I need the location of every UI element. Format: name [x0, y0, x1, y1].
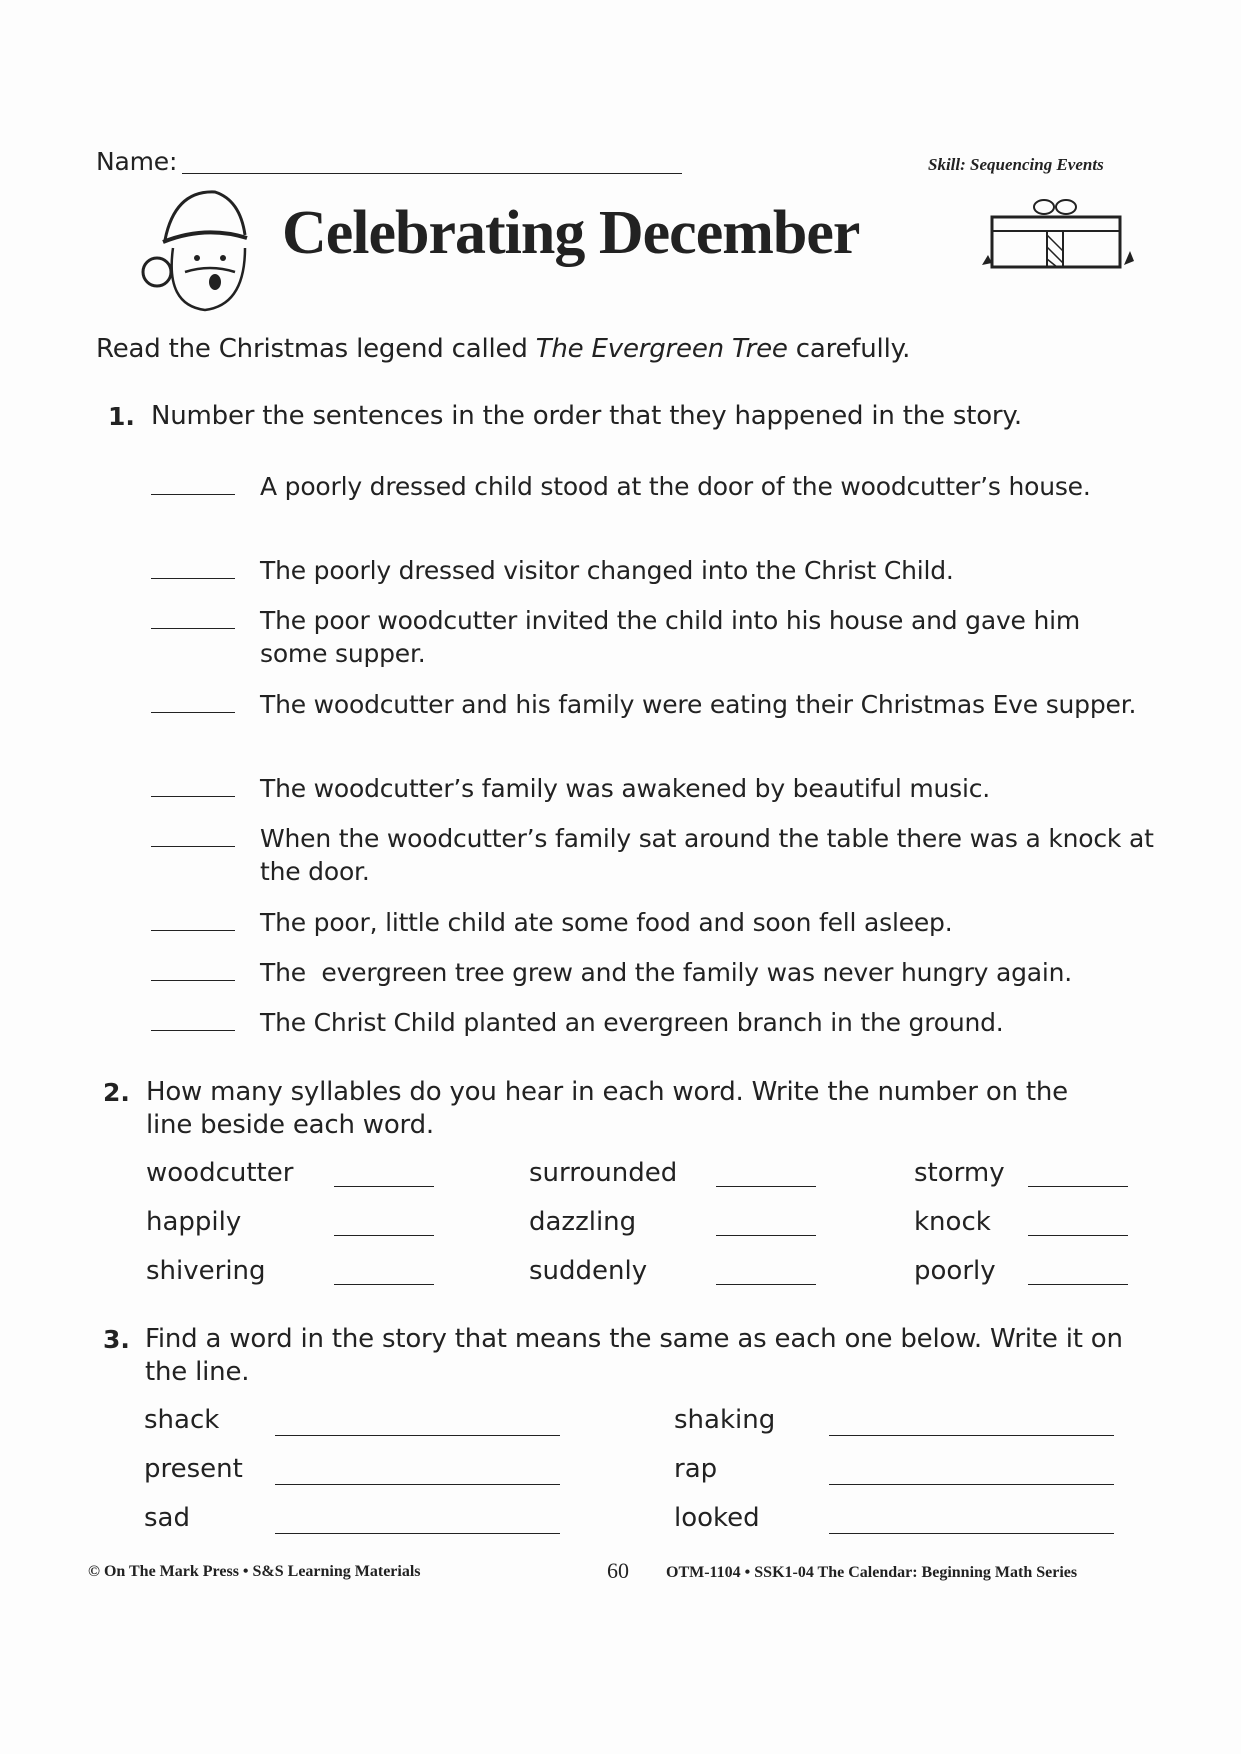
sentence: When the woodcutter’s family sat around the table there was a knock at the door.: [260, 824, 1154, 886]
footer-copyright: © On The Mark Press • S&S Learning Materials: [88, 1563, 421, 1580]
q2-number: 2.: [103, 1078, 130, 1107]
synonym-word: present: [144, 1454, 243, 1484]
q3-number: 3.: [103, 1325, 130, 1354]
answer-line[interactable]: [151, 796, 235, 797]
answer-line[interactable]: [151, 628, 235, 629]
syllable-answer-line[interactable]: [334, 1235, 434, 1236]
syllable-word: surrounded: [529, 1158, 678, 1188]
syllable-word: shivering: [146, 1256, 266, 1286]
sentence: The woodcutter’s family was awakened by beautiful music.: [260, 774, 991, 803]
syllable-answer-line[interactable]: [1028, 1186, 1128, 1187]
synonym-answer-line[interactable]: [275, 1533, 560, 1534]
story-title: The Evergreen Tree: [535, 334, 788, 364]
footer-series: OTM-1104 • SSK1-04 The Calendar: Beginning Math Series: [666, 1564, 1078, 1581]
synonym-word: shack: [144, 1405, 220, 1435]
syllable-word: stormy: [914, 1158, 1005, 1188]
syllable-answer-line[interactable]: [334, 1186, 434, 1187]
answer-line[interactable]: [151, 712, 235, 713]
synonym-answer-line[interactable]: [829, 1435, 1114, 1436]
syllable-answer-line[interactable]: [334, 1284, 434, 1285]
answer-line[interactable]: [151, 1030, 235, 1031]
synonym-answer-line[interactable]: [275, 1484, 560, 1485]
syllable-answer-line[interactable]: [716, 1235, 816, 1236]
santa-icon: [135, 180, 265, 315]
skill-label: Skill: Sequencing Events: [928, 155, 1104, 174]
intro-text: [96, 333, 910, 366]
answer-line[interactable]: [151, 846, 235, 847]
sentence: The woodcutter and his family were eating their Christmas Eve supper.: [260, 690, 1137, 719]
syllable-word: dazzling: [529, 1207, 637, 1237]
gift-icon: [972, 195, 1142, 275]
syllable-answer-line[interactable]: [716, 1186, 816, 1187]
synonym-word: looked: [674, 1503, 760, 1533]
sentence: A poorly dressed child stood at the door of the woodcutter’s house.: [260, 472, 1091, 501]
sentence: The poorly dressed visitor changed into the Christ Child.: [260, 556, 954, 585]
q1-prompt: Number the sentences in the order that they happened in the story.: [151, 401, 1022, 431]
sentence: The Christ Child planted an evergreen branch in the ground.: [260, 1008, 1004, 1037]
sentence: The poor, little child ate some food and soon fell asleep.: [260, 908, 953, 937]
name-line[interactable]: [182, 150, 682, 174]
answer-line[interactable]: [151, 578, 235, 579]
syllable-word: woodcutter: [146, 1158, 294, 1188]
syllable-word: happily: [146, 1207, 242, 1237]
syllable-word: suddenly: [529, 1256, 648, 1286]
synonym-answer-line[interactable]: [829, 1533, 1114, 1534]
syllable-word: poorly: [914, 1256, 996, 1286]
name-label: Name:: [96, 147, 178, 176]
sentence: The evergreen tree grew and the family was never hungry again.: [260, 958, 1073, 987]
answer-line[interactable]: [151, 980, 235, 981]
synonym-word: shaking: [674, 1405, 776, 1435]
answer-line[interactable]: [151, 930, 235, 931]
page-title: Celebrating December: [282, 199, 860, 267]
intro-after: carefully.: [787, 334, 911, 364]
syllable-answer-line[interactable]: [716, 1284, 816, 1285]
q2-prompt: How many syllables do you hear in each word. Write the number on the line beside each word.: [146, 1077, 1068, 1140]
sentence: The poor woodcutter invited the child into his house and gave him some supper.: [260, 606, 1081, 668]
answer-line[interactable]: [151, 494, 235, 495]
intro-before: Read the Christmas legend called: [96, 334, 536, 364]
q1-number: 1.: [108, 402, 135, 431]
syllable-answer-line[interactable]: [1028, 1284, 1128, 1285]
synonym-answer-line[interactable]: [275, 1435, 560, 1436]
synonym-word: rap: [674, 1454, 718, 1484]
page-number: 60: [607, 1558, 629, 1583]
synonym-word: sad: [144, 1503, 190, 1533]
q3-prompt: Find a word in the story that means the same as each one below. Write it on the line.: [145, 1324, 1123, 1387]
syllable-word: knock: [914, 1207, 991, 1237]
syllable-answer-line[interactable]: [1028, 1235, 1128, 1236]
synonym-answer-line[interactable]: [829, 1484, 1114, 1485]
